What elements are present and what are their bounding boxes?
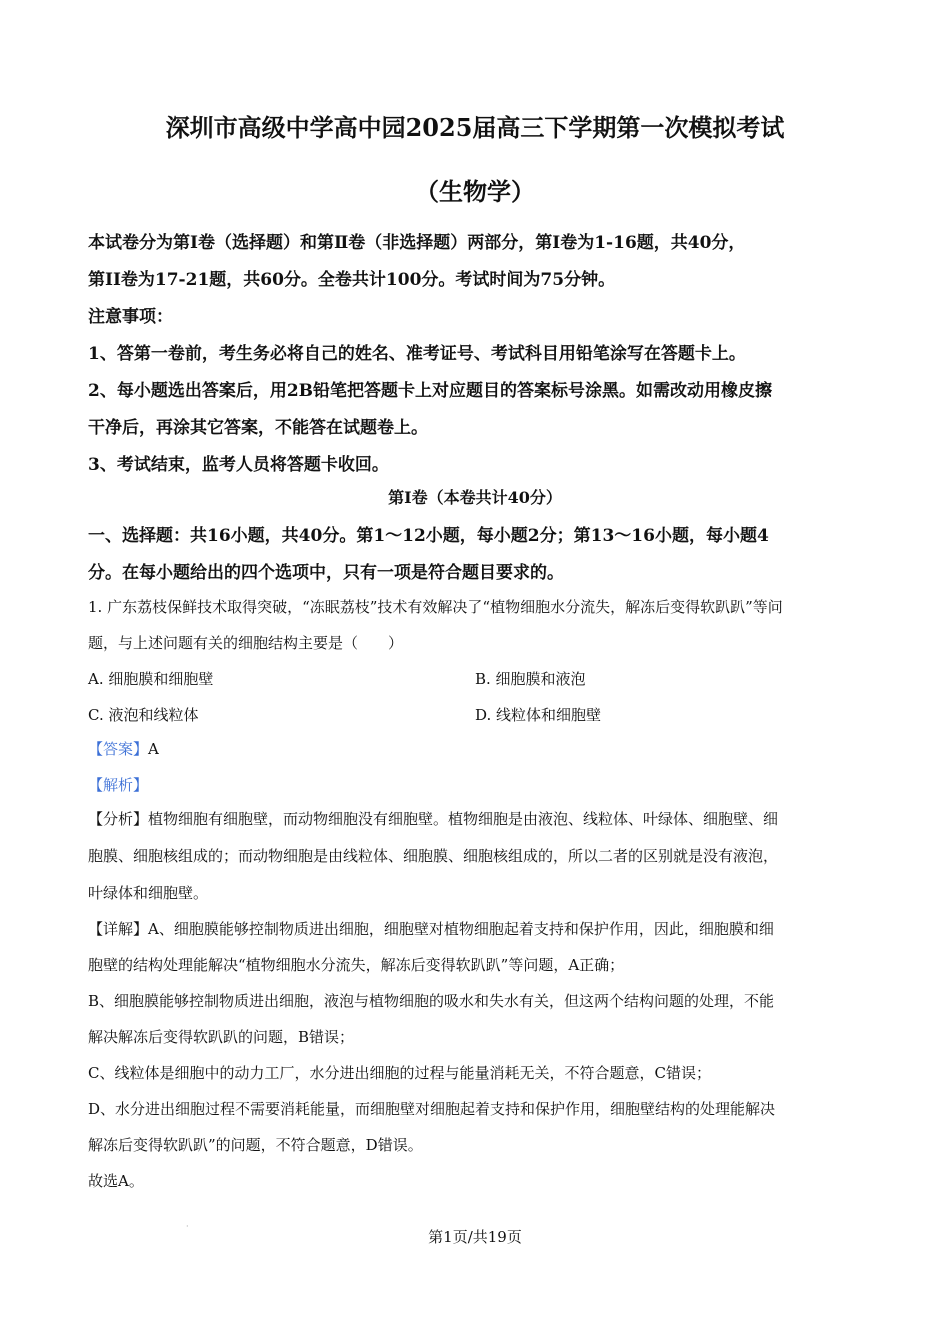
xiangjie-b-1: B、细胞膜能够控制物质进出细胞，液泡与植物细胞的吸水和失水有关，但这两个结构问题的处理，不能: [88, 992, 775, 1010]
q1-option-c: C. 液泡和线粒体: [88, 706, 199, 724]
page-footer: 第1页/共19页: [428, 1228, 522, 1246]
q1-stem-1: 1. 广东荔枝保鲜技术取得突破，“冻眠荔枝”技术有效解决了“植物细胞水分流失，解冻后变得软趴趴”等问: [88, 598, 783, 616]
section-desc-2: 分。在每小题给出的四个选项中，只有一项是符合题目要求的。: [88, 563, 564, 583]
exam-subject: （生物学）: [415, 177, 535, 206]
section-title: 第Ⅰ卷（本卷共计40分）: [388, 488, 562, 507]
intro-line-1: 本试卷分为第Ⅰ卷（选择题）和第Ⅱ卷（非选择题）两部分，第Ⅰ卷为1-16题，共40分，: [88, 233, 746, 253]
xiangjie-d-2: 解冻后变得软趴趴”的问题，不符合题意，D错误。: [88, 1136, 423, 1154]
q1-stem-2: 题，与上述问题有关的细胞结构主要是（ ）: [88, 634, 404, 652]
answer-value: A: [148, 740, 159, 758]
xiangjie-a-1: A、细胞膜能够控制物质进出细胞，细胞壁对植物细胞起着支持和保护作用，因此，细胞膜和细: [148, 920, 774, 938]
q1-option-b: B. 细胞膜和液泡: [475, 670, 586, 688]
q1-option-d: D. 线粒体和细胞壁: [475, 706, 602, 724]
xiangjie-c: C、线粒体是细胞中的动力工厂，水分进出细胞的过程与能量消耗无关，不符合题意，C错误；: [88, 1064, 711, 1082]
q1-answer: [88, 738, 159, 759]
fenxi-text-1: 植物细胞有细胞壁，而动物细胞没有细胞壁。植物细胞是由液泡、线粒体、叶绿体、细胞壁、细: [148, 810, 779, 828]
analysis-tag: 【解析】: [88, 776, 149, 794]
intro-line-2: 第II卷为17-21题，共60分。全卷共计100分。考试时间为75分钟。: [88, 270, 616, 290]
note-2b: 干净后，再涂其它答案，不能答在试题卷上。: [88, 418, 428, 438]
note-3: 3、考试结束，监考人员将答题卡收回。: [88, 455, 389, 475]
exam-title: 深圳市高级中学高中园2025届高三下学期第一次模拟考试: [165, 113, 785, 142]
xiangjie-b-2: 解决解冻后变得软趴趴的问题，B错误；: [88, 1028, 355, 1046]
section-desc-1: 一、选择题：共16小题，共40分。第1～12小题，每小题2分；第13～16小题，每小题4: [88, 526, 769, 546]
xiangjie-line-1: [88, 918, 774, 939]
xiangjie-d-1: D、水分进出细胞过程不需要消耗能量，而细胞壁对细胞起着支持和保护作用，细胞壁结构的处理能解决: [88, 1100, 776, 1118]
note-2a: 2、每小题选出答案后，用2B铅笔把答题卡上对应题目的答案标号涂黑。如需改动用橡皮擦: [88, 381, 773, 401]
xiangjie-a-2: 胞壁的结构处理能解决“植物细胞水分流失，解冻后变得软趴趴”等问题，A正确；: [88, 956, 625, 974]
fenxi-line-3: 叶绿体和细胞壁。: [88, 884, 209, 902]
conclusion: 故选A。: [88, 1172, 144, 1190]
note-1: 1、答第一卷前，考生务必将自己的姓名、准考证号、考试科目用铅笔涂写在答题卡上。: [88, 344, 746, 364]
xiangjie-tag: 【详解】: [88, 920, 149, 938]
q1-option-a: A. 细胞膜和细胞壁: [88, 670, 214, 688]
notice-title: 注意事项：: [88, 307, 173, 327]
stray-dot: ·: [186, 1222, 189, 1231]
fenxi-line-1: [88, 808, 778, 829]
fenxi-tag: 【分析】: [88, 810, 149, 828]
answer-tag: 【答案】: [88, 740, 149, 758]
fenxi-line-2: 胞膜、细胞核组成的；而动物细胞是由线粒体、细胞膜、细胞核组成的，所以二者的区别就是没有液泡，: [88, 847, 779, 865]
